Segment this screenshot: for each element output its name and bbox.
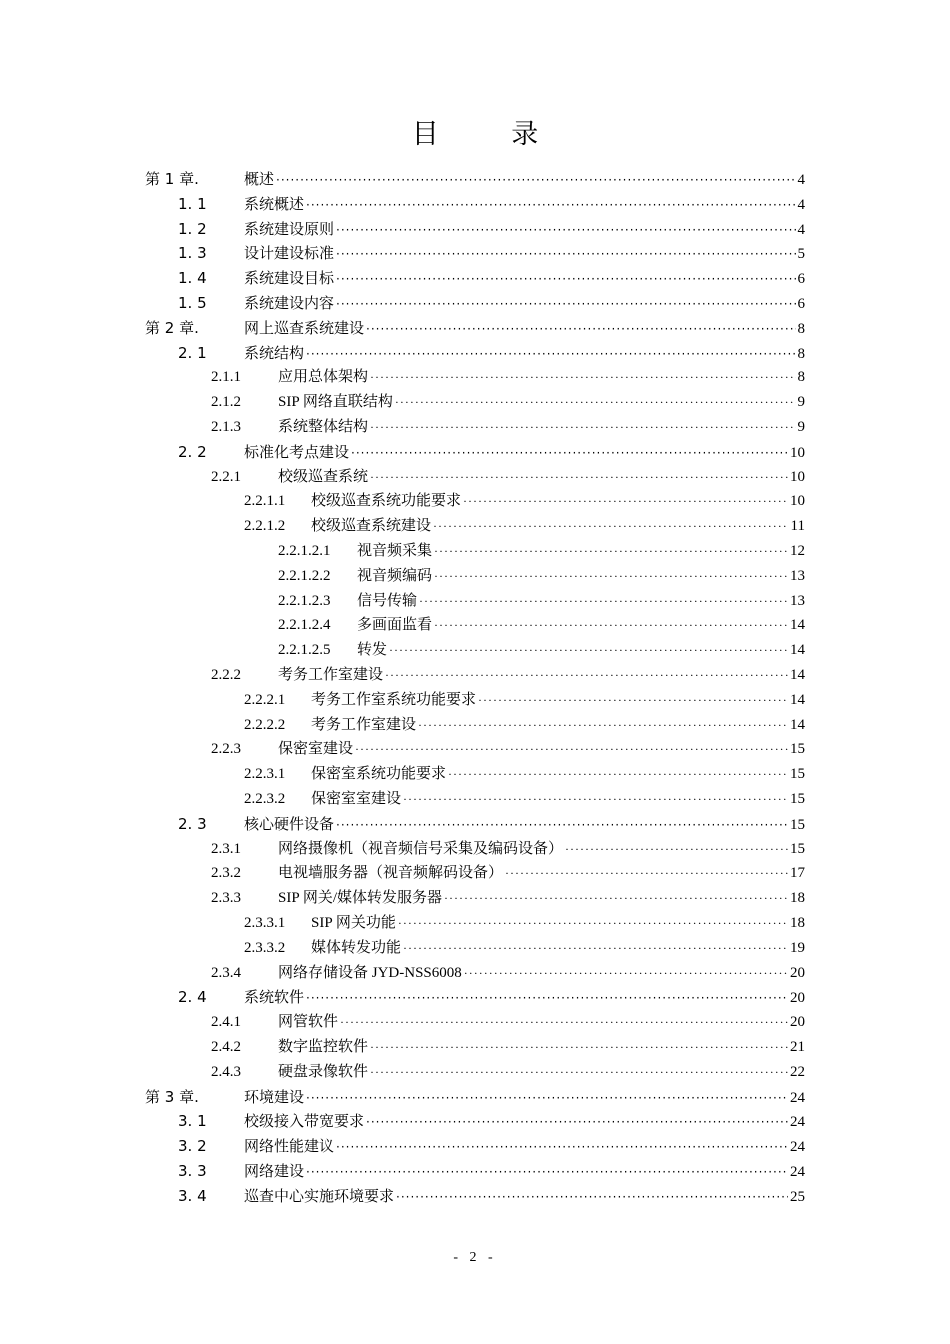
toc-entry-title: 系统建设内容 xyxy=(244,294,335,312)
dot-leader xyxy=(336,813,788,838)
dot-leader xyxy=(385,663,788,688)
toc-entry-page: 24 xyxy=(790,1114,805,1131)
toc-entry-number: 3. 4 xyxy=(178,1186,207,1205)
toc-entry-page: 20 xyxy=(790,1014,805,1031)
toc-entry[interactable] xyxy=(0,985,950,1010)
dot-leader xyxy=(478,688,788,713)
toc-entry-page: 10 xyxy=(790,493,805,510)
toc-entry-title: 概述 xyxy=(244,170,275,188)
toc-entry[interactable] xyxy=(0,812,950,837)
toc-entry-number: 2. 4 xyxy=(178,988,207,1007)
toc-entry[interactable] xyxy=(0,1035,950,1060)
toc-entry-number: 2.2.2.1 xyxy=(244,691,286,708)
toc-entry-page: 15 xyxy=(790,766,805,783)
toc-entry-number: 2.2.1.2.3 xyxy=(278,592,331,609)
dot-leader xyxy=(336,292,795,317)
toc-entry-number: 2.1.1 xyxy=(211,369,241,386)
toc-entry-title: 视音频编码 xyxy=(357,567,433,584)
toc-entry[interactable] xyxy=(0,1060,950,1085)
toc-entry-title: 校级巡查系统建设 xyxy=(311,518,432,535)
dot-leader xyxy=(370,415,795,440)
dot-leader xyxy=(418,713,788,738)
toc-entry-title: 考务工作室建设 xyxy=(278,667,384,683)
toc-entry[interactable] xyxy=(0,886,950,911)
dot-leader xyxy=(434,613,788,638)
dot-leader xyxy=(306,342,795,367)
toc-entry-title: 环境建设 xyxy=(244,1087,305,1106)
dot-leader xyxy=(366,317,795,342)
toc-entry[interactable] xyxy=(0,241,950,266)
toc-entry-number: 2.3.4 xyxy=(211,964,241,981)
toc-entry-title: 核心硬件设备 xyxy=(244,814,335,833)
toc-entry[interactable] xyxy=(0,1109,950,1134)
toc-entry[interactable] xyxy=(0,688,950,713)
toc-entry[interactable] xyxy=(0,663,950,688)
toc-entry[interactable] xyxy=(0,564,950,589)
toc-entry[interactable] xyxy=(0,1010,950,1035)
toc-entry-title: 系统结构 xyxy=(244,343,305,362)
toc-entry-number: 2. 1 xyxy=(178,343,207,362)
dot-leader xyxy=(336,267,795,292)
toc-entry-title: 网络建设 xyxy=(244,1162,305,1180)
toc-entry-number: 2.2.1 xyxy=(211,468,241,485)
toc-entry[interactable] xyxy=(0,266,950,291)
toc-entry-number: 1. 4 xyxy=(178,269,207,288)
toc-entry-number: 2.2.2 xyxy=(211,667,241,683)
toc-entry[interactable] xyxy=(0,911,950,936)
toc-entry-title: 系统整体结构 xyxy=(278,419,369,435)
toc-entry-number: 2.2.1.1 xyxy=(244,493,286,510)
toc-entry-number: 2.2.2.2 xyxy=(244,716,286,733)
toc-entry-page: 8 xyxy=(797,345,805,362)
toc-entry-title: 应用总体架构 xyxy=(278,369,369,386)
toc-entry-number: 1. 3 xyxy=(178,244,207,263)
toc-entry-number: 1. 1 xyxy=(178,194,207,213)
toc-entry-number: 2.2.3 xyxy=(211,741,241,758)
toc-entry-number: 2.2.3.1 xyxy=(244,766,286,783)
toc-entry-title: 网络性能建议 xyxy=(244,1137,335,1156)
toc-entry-number: 2. 3 xyxy=(178,814,207,833)
toc-entry-title: 数字监控软件 xyxy=(278,1039,369,1055)
toc-entry-page: 12 xyxy=(790,543,805,559)
toc-entry-number: 1. 2 xyxy=(178,219,207,238)
toc-entry-page: 14 xyxy=(790,642,805,659)
dot-leader xyxy=(366,1110,788,1135)
toc-entry-title: 系统建设原则 xyxy=(244,219,335,238)
toc-entry[interactable] xyxy=(0,217,950,242)
toc-entry-page: 4 xyxy=(797,196,805,213)
toc-entry-title: 信号传输 xyxy=(357,592,418,609)
toc-entry-title: 考务工作室系统功能要求 xyxy=(311,691,477,708)
toc-entry-number: 2.3.3 xyxy=(211,890,241,907)
toc-entry-page: 10 xyxy=(790,444,805,461)
toc-entry-page: 20 xyxy=(790,964,805,981)
toc-entry-page: 11 xyxy=(790,518,805,535)
toc-entry-page: 22 xyxy=(790,1063,805,1080)
toc-entry-number: 3. 3 xyxy=(178,1162,207,1180)
toc-entry-title: 系统软件 xyxy=(244,988,305,1007)
dot-leader xyxy=(370,1060,788,1085)
toc-entry-title: 校级巡查系统功能要求 xyxy=(311,493,462,510)
toc-entry[interactable] xyxy=(0,489,950,514)
dot-leader xyxy=(370,365,795,390)
toc-entry-page: 17 xyxy=(790,865,805,882)
toc-entry-page: 24 xyxy=(790,1164,805,1180)
toc-entry-number: 2.4.3 xyxy=(211,1063,241,1080)
toc-entry-number: 第 1 章. xyxy=(145,170,199,188)
toc-entry[interactable] xyxy=(0,465,950,490)
toc-entry-title: 转发 xyxy=(357,642,388,659)
toc-entry-number: 2.2.1.2.1 xyxy=(278,543,331,559)
toc-entry[interactable] xyxy=(0,936,950,961)
toc-entry-page: 13 xyxy=(790,567,805,584)
toc-entry-number: 2.3.1 xyxy=(211,840,241,857)
dot-leader xyxy=(505,861,788,886)
toc-entry-page: 8 xyxy=(797,369,805,386)
toc-entry-page: 15 xyxy=(790,741,805,758)
toc-entry[interactable] xyxy=(0,192,950,217)
toc-entry-page: 19 xyxy=(790,939,805,956)
dot-leader xyxy=(336,242,795,267)
toc-entry-title: 网上巡查系统建设 xyxy=(244,318,365,337)
toc-entry-title: 视音频采集 xyxy=(357,543,433,559)
dot-leader xyxy=(403,787,788,812)
toc-entry[interactable] xyxy=(0,1184,950,1209)
toc-entry-number: 第 3 章. xyxy=(145,1087,199,1106)
toc-entry[interactable] xyxy=(0,514,950,539)
toc-entry-title: SIP 网关/媒体转发服务器 xyxy=(278,890,443,907)
toc-entry-page: 14 xyxy=(790,617,805,634)
dot-leader xyxy=(434,564,788,589)
toc-entry-number: 2.3.3.1 xyxy=(244,915,286,931)
toc-entry-title: 电视墙服务器（视音频解码设备） xyxy=(278,865,504,882)
toc-entry-number: 第 2 章. xyxy=(145,318,199,337)
dot-leader xyxy=(464,961,788,986)
toc-entry-title: SIP 网关功能 xyxy=(311,915,396,931)
toc-entry-page: 14 xyxy=(790,716,805,733)
toc-entry-number: 2.3.3.2 xyxy=(244,939,286,956)
toc-entry-number: 3. 2 xyxy=(178,1137,207,1156)
toc-entry-page: 4 xyxy=(797,221,805,238)
toc-entry-page: 14 xyxy=(790,691,805,708)
toc-entry[interactable] xyxy=(0,341,950,366)
toc-entry[interactable] xyxy=(0,638,950,663)
toc-entry[interactable] xyxy=(0,713,950,738)
toc-entry-title: 标准化考点建设 xyxy=(244,442,350,461)
toc-entry-number: 2.2.1.2.5 xyxy=(278,642,331,659)
toc-entry-page: 24 xyxy=(790,1139,805,1156)
toc-entry-title: 设计建设标准 xyxy=(244,244,335,263)
toc-entry-page: 25 xyxy=(790,1188,805,1205)
dot-leader xyxy=(276,168,795,193)
dot-leader xyxy=(355,737,788,762)
toc-entry[interactable] xyxy=(0,961,950,986)
dot-leader xyxy=(403,936,788,961)
toc-entry-title: 网络存储设备 JYD-NSS6008 xyxy=(278,964,462,981)
dot-leader xyxy=(389,638,788,663)
toc-entry-page: 20 xyxy=(790,990,805,1007)
dot-leader xyxy=(340,1010,788,1035)
toc-entry-page: 13 xyxy=(790,592,805,609)
toc-entry-page: 6 xyxy=(797,271,805,288)
dot-leader xyxy=(434,539,788,564)
dot-leader xyxy=(306,1086,788,1111)
dot-leader xyxy=(370,465,788,490)
toc-entry[interactable] xyxy=(0,365,950,390)
toc-entry-title: 保密室室建设 xyxy=(311,791,402,807)
toc-entry-title: 巡查中心实施环境要求 xyxy=(244,1186,395,1205)
toc-entry-title: 多画面监看 xyxy=(357,617,433,634)
toc-entry-title: 系统概述 xyxy=(244,194,305,213)
toc-entry-title: SIP 网络直联结构 xyxy=(278,394,393,411)
toc-entry[interactable] xyxy=(0,539,950,564)
dot-leader xyxy=(395,390,796,415)
toc-entry-page: 15 xyxy=(790,816,805,833)
toc-entry[interactable] xyxy=(0,390,950,415)
toc-entry[interactable] xyxy=(0,1085,950,1110)
toc-entry[interactable] xyxy=(0,1159,950,1184)
toc-entry-title: 网络摄像机（视音频信号采集及编码设备） xyxy=(278,840,564,857)
toc-entry-number: 2.4.1 xyxy=(211,1014,241,1031)
toc-entry-number: 2.2.3.2 xyxy=(244,791,286,807)
dot-leader xyxy=(444,886,788,911)
toc-entry-number: 2.2.1.2.2 xyxy=(278,567,331,584)
toc-entry[interactable] xyxy=(0,613,950,638)
toc-entry-page: 8 xyxy=(797,320,805,337)
toc-entry-title: 硬盘录像软件 xyxy=(278,1063,369,1080)
toc-entry-page: 15 xyxy=(790,791,805,807)
toc-entry-number: 1. 5 xyxy=(178,294,207,312)
toc-entry-title: 媒体转发功能 xyxy=(311,939,402,956)
toc-entry-title: 校级接入带宽要求 xyxy=(244,1112,365,1131)
toc-entry[interactable] xyxy=(0,291,950,316)
dot-leader xyxy=(306,1160,788,1185)
toc-entry-title: 系统建设目标 xyxy=(244,269,335,288)
toc-entry-page: 5 xyxy=(797,246,805,263)
toc-entry-page: 21 xyxy=(790,1039,805,1055)
toc-entry-page: 14 xyxy=(790,667,805,683)
dot-leader xyxy=(306,193,795,218)
toc-entry-title: 保密室建设 xyxy=(278,741,354,758)
toc-entry-page: 15 xyxy=(790,840,805,857)
toc-entry-title: 考务工作室建设 xyxy=(311,716,417,733)
toc-entry-number: 2.4.2 xyxy=(211,1039,241,1055)
toc-entry-title: 网管软件 xyxy=(278,1014,339,1031)
toc-entry-page: 18 xyxy=(790,915,805,931)
toc-entry-title: 校级巡查系统 xyxy=(278,468,369,485)
dot-leader xyxy=(448,762,788,787)
toc-entry[interactable] xyxy=(0,837,950,862)
dot-leader xyxy=(463,489,788,514)
page-title: 目 录 xyxy=(411,119,571,150)
toc-entry-page: 10 xyxy=(790,468,805,485)
dot-leader xyxy=(565,837,788,862)
dot-leader xyxy=(336,218,795,243)
dot-leader xyxy=(336,1135,788,1160)
toc-entry-number: 2.2.1.2 xyxy=(244,518,286,535)
toc-entry-number: 3. 1 xyxy=(178,1112,207,1131)
toc-entry[interactable] xyxy=(0,1134,950,1159)
page-number-footer: - 2 - xyxy=(453,1250,497,1265)
toc-entry[interactable] xyxy=(0,737,950,762)
toc-entry-title: 保密室系统功能要求 xyxy=(311,766,447,783)
toc-entry[interactable] xyxy=(0,316,950,341)
toc-entry-page: 18 xyxy=(790,890,805,907)
toc-entry[interactable] xyxy=(0,589,950,614)
toc-entry-number: 2.2.1.2.4 xyxy=(278,617,331,634)
toc-entry[interactable] xyxy=(0,861,950,886)
toc-entry-number: 2.1.2 xyxy=(211,394,241,411)
toc-entry-number: 2.3.2 xyxy=(211,865,241,882)
dot-leader xyxy=(433,514,789,539)
dot-leader xyxy=(370,1035,788,1060)
toc-entry[interactable] xyxy=(0,440,950,465)
toc-entry-page: 9 xyxy=(797,394,805,411)
toc-entry[interactable] xyxy=(0,415,950,440)
toc-entry[interactable] xyxy=(0,787,950,812)
toc-entry-page: 24 xyxy=(790,1089,805,1106)
toc-entry-page: 4 xyxy=(797,172,805,188)
dot-leader xyxy=(306,986,788,1011)
toc-entry-number: 2. 2 xyxy=(178,442,207,461)
dot-leader xyxy=(419,589,788,614)
dot-leader xyxy=(351,441,788,466)
toc-entry-page: 9 xyxy=(797,419,805,435)
toc-entry-page: 6 xyxy=(797,296,805,312)
toc-entry[interactable] xyxy=(0,762,950,787)
dot-leader xyxy=(396,1185,788,1210)
toc-entry-number: 2.1.3 xyxy=(211,419,241,435)
toc-entry[interactable] xyxy=(0,167,950,192)
dot-leader xyxy=(398,911,788,936)
